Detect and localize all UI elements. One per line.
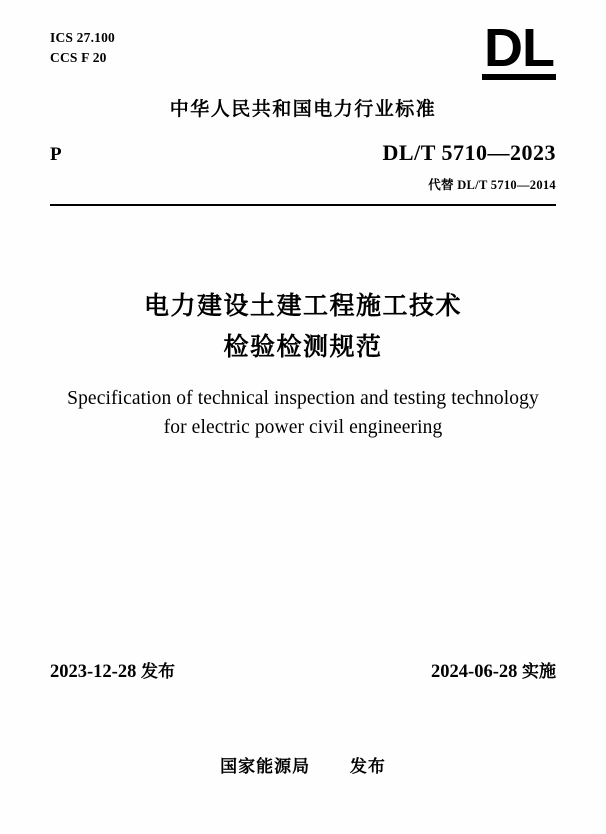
date-row [50, 657, 556, 683]
page-title [0, 286, 606, 367]
english-title [0, 384, 606, 443]
publisher-name: 国家能源局 [220, 757, 311, 777]
classification-mark: P [50, 144, 62, 165]
publisher-line [0, 752, 606, 777]
standard-code: DL/T 5710—2023 [382, 140, 556, 165]
publisher-action-label: 发布 [349, 757, 386, 777]
issue-date-label: 发布 [140, 662, 175, 682]
english-title-line-1: Specification of technical inspection and testing technology [67, 388, 539, 409]
english-title-line-2: for electric power civil engineering [163, 417, 443, 439]
effective-date-group [431, 657, 556, 683]
issue-date-group [50, 657, 175, 683]
classification-codes [50, 28, 115, 69]
ccs-code: CCS F 20 [50, 50, 107, 66]
page-title-line-2: 检验检测规范 [223, 331, 383, 361]
standard-number-block [383, 140, 556, 193]
horizontal-divider [50, 204, 556, 206]
dl-logo: DL [484, 18, 554, 78]
issuing-authority-line: 中华人民共和国电力行业标准 [169, 98, 437, 120]
effective-date: 2024-06-28 [431, 662, 518, 682]
replaced-standard: 代替 DL/T 5710—2014 [428, 178, 556, 192]
page-title-line-1: 电力建设土建工程施工技术 [143, 291, 462, 320]
standard-identification-row [50, 140, 556, 193]
ics-code: ICS 27.100 [50, 30, 116, 45]
cover-header-row [50, 18, 556, 80]
effective-date-label: 实施 [522, 662, 556, 682]
issue-date: 2023-12-28 [50, 662, 137, 682]
